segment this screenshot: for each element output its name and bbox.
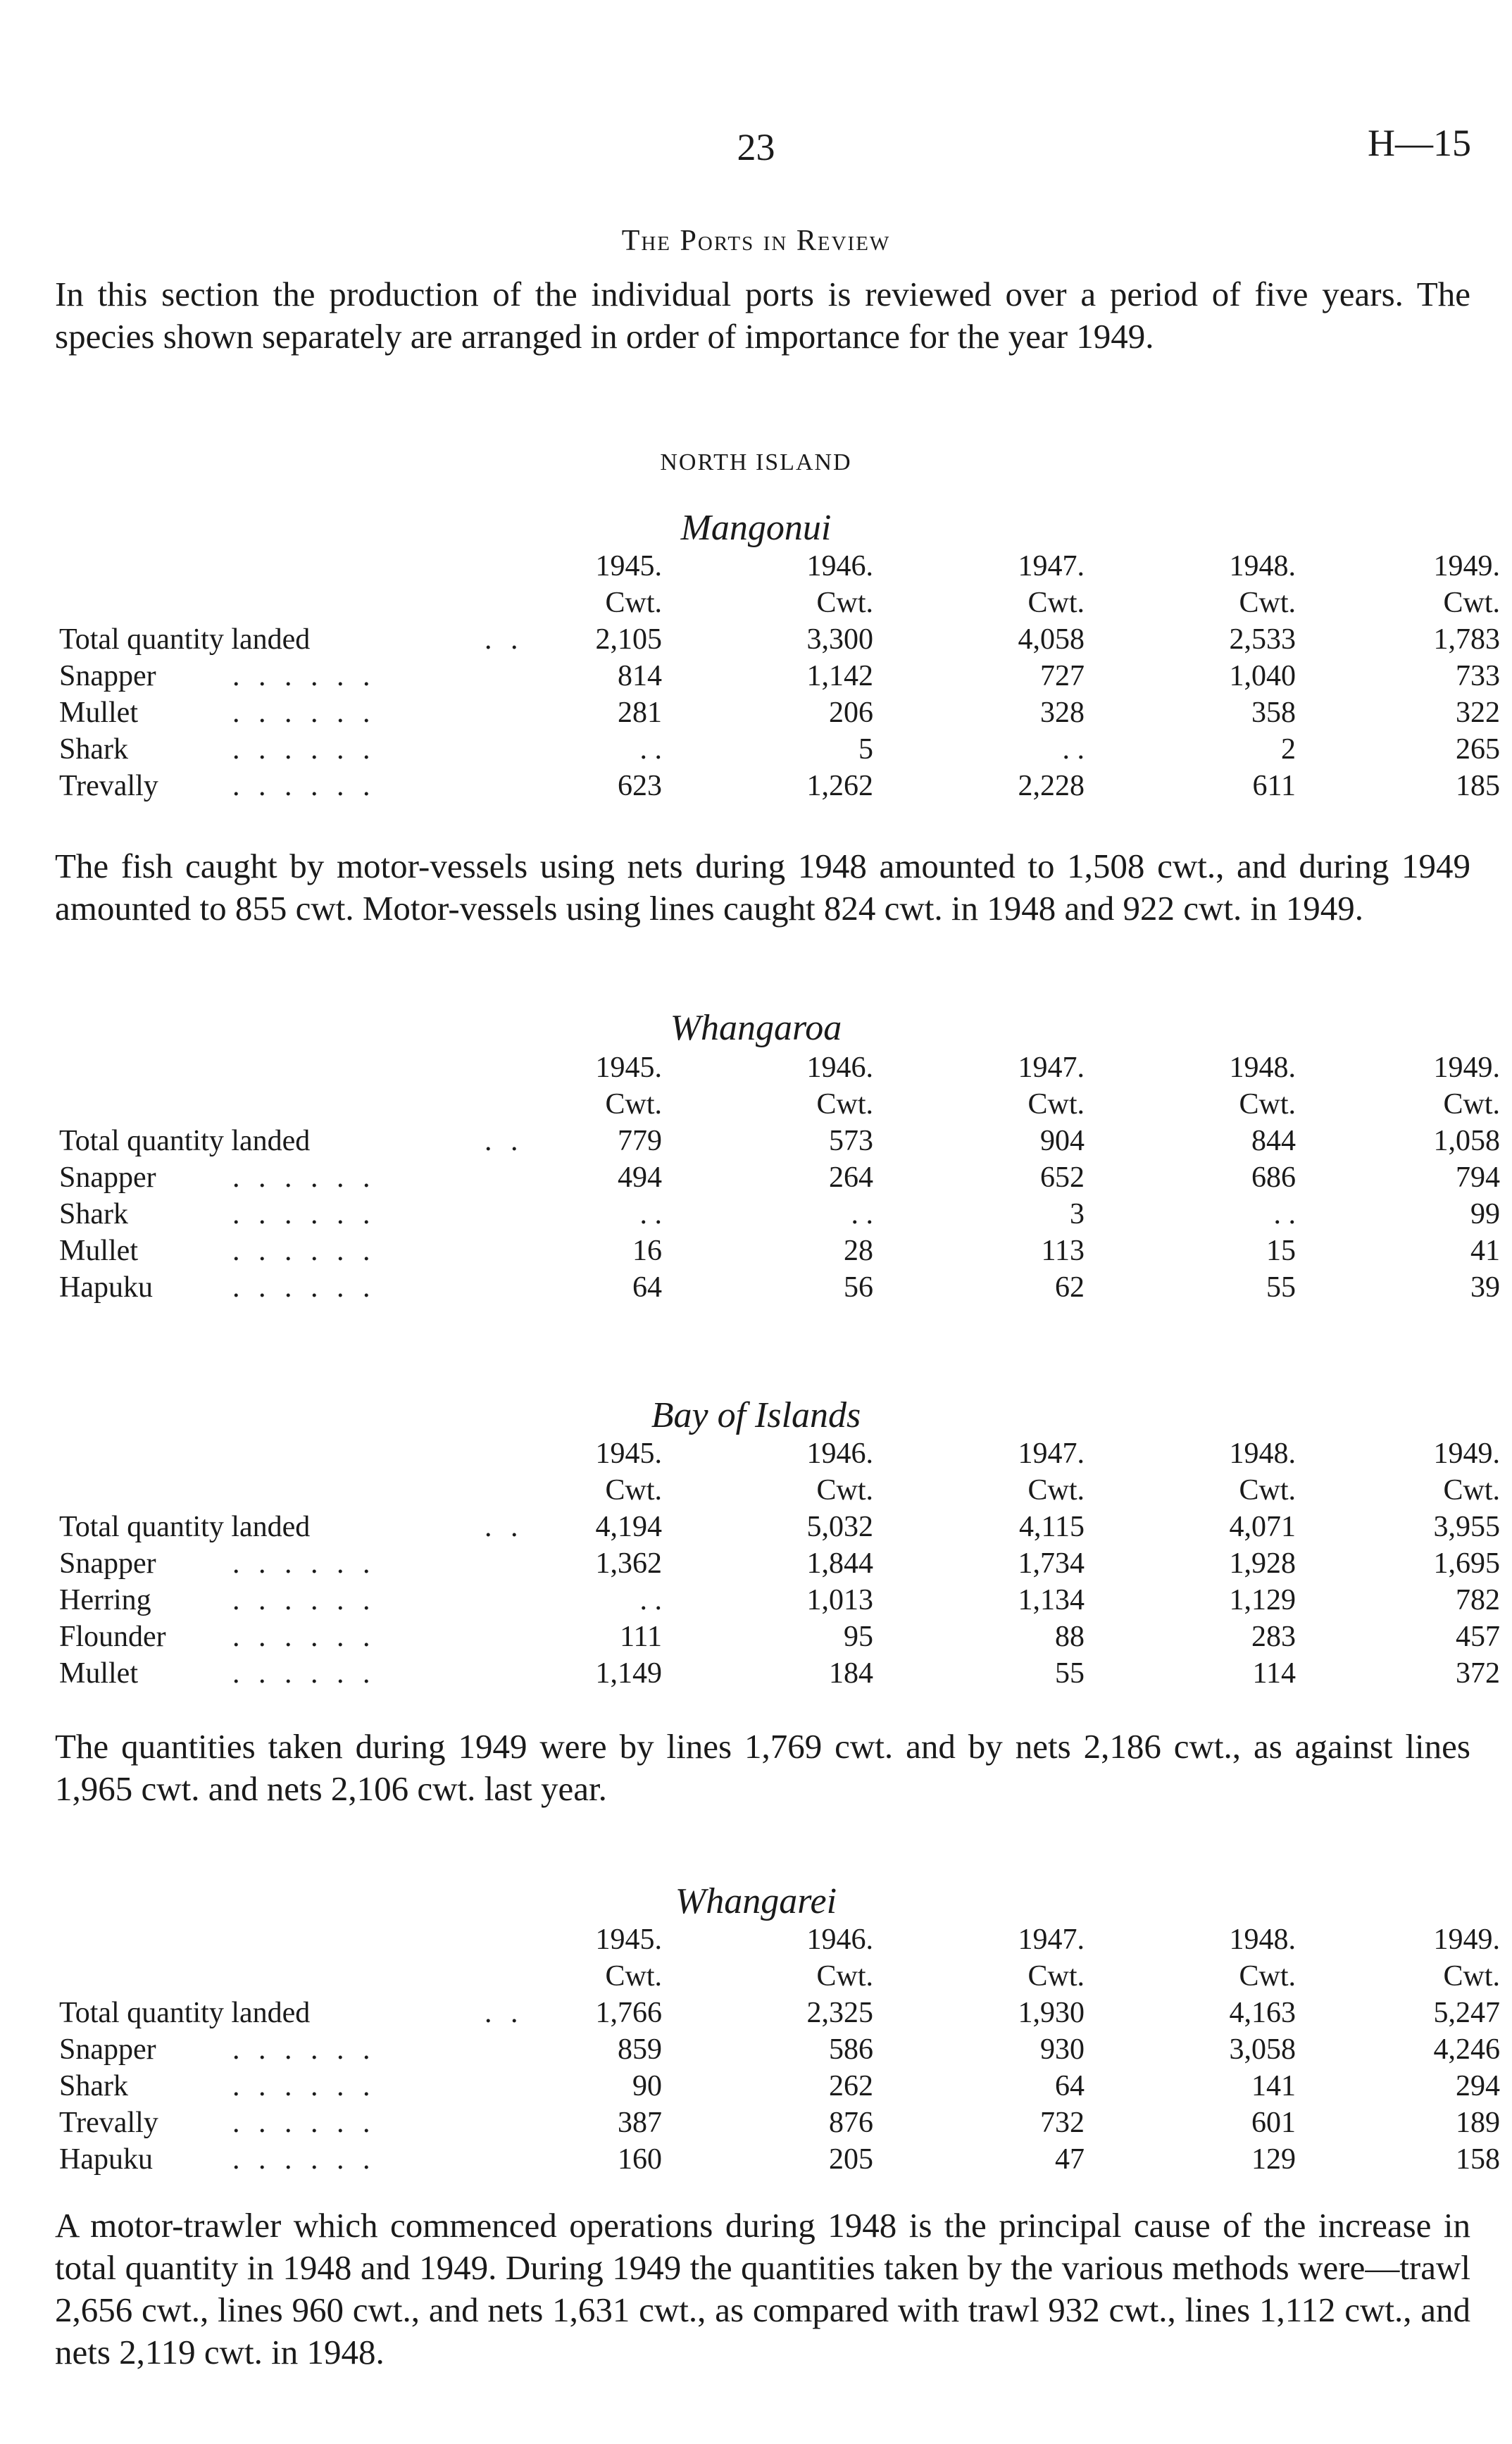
dot-leader: . . . . . . (232, 697, 376, 729)
table-cell: 328 (1040, 697, 1085, 729)
row-label: Snapper (59, 1161, 156, 1194)
year-header: 1946. (806, 1924, 873, 1956)
year-header: 1947. (1018, 1924, 1085, 1956)
row-label: Snapper (59, 2033, 156, 2066)
dot-leader: . . . . . . (232, 1547, 376, 1580)
unit-header: Cwt. (605, 1474, 662, 1507)
table-cell: 283 (1251, 1621, 1296, 1653)
year-header: 1949. (1433, 1924, 1500, 1956)
table-row (0, 2106, 1512, 2143)
row-label: Hapuku (59, 2143, 153, 2176)
port-title: Mangonui (680, 508, 832, 548)
table-row (0, 732, 1512, 769)
unit-header: Cwt. (816, 1088, 873, 1121)
table-row (0, 1657, 1512, 1693)
table-cell: 3,300 (806, 623, 873, 656)
unit-header: Cwt. (1239, 587, 1296, 619)
unit-header: Cwt. (1443, 1960, 1500, 1993)
table-cell: 99 (1470, 1198, 1500, 1230)
dot-leader: . . . . . . (232, 1584, 376, 1616)
table-cell: 1,783 (1433, 623, 1500, 656)
table-cell: 185 (1456, 770, 1500, 802)
table-row (0, 1583, 1512, 1620)
dot-leader: . . . . . . (232, 2107, 376, 2139)
dot-leader: . . . . . . (232, 1657, 376, 1690)
table-cell: 113 (1041, 1235, 1085, 1267)
port-title: Whangaroa (670, 1008, 842, 1048)
year-header: 1948. (1229, 550, 1296, 582)
port-note: The fish caught by motor-vessels using nets during 1948 amounted to 1,508 cwt., and during 1949 amounted to 855 cwt. Motor-vessels using lines caught 824 cwt. in 1948 and 922 cwt. in 1949. (55, 847, 1470, 928)
unit-header: Cwt. (605, 587, 662, 619)
table-cell: 184 (829, 1657, 873, 1690)
table-cell: 4,058 (1018, 623, 1085, 656)
unit-header: Cwt. (816, 1474, 873, 1507)
unit-header: Cwt. (1443, 1474, 1500, 1507)
dot-leader: . . . . . . (232, 660, 376, 692)
table-row (0, 1620, 1512, 1657)
table-cell: . . (639, 1198, 662, 1230)
table-cell: 2,325 (806, 1997, 873, 2029)
table-row (0, 2033, 1512, 2069)
table-cell: 265 (1456, 733, 1500, 766)
table-cell: 281 (618, 697, 662, 729)
dot-leader: . . . . . . (232, 2070, 376, 2102)
table-cell: 41 (1470, 1235, 1500, 1267)
table-cell: 189 (1456, 2107, 1500, 2139)
table-row (0, 1234, 1512, 1271)
table-row (0, 696, 1512, 732)
dot-leader: . . . . . . (232, 1235, 376, 1267)
table-row (0, 1197, 1512, 1234)
table-cell: 1,262 (806, 770, 873, 802)
year-header: 1946. (806, 550, 873, 582)
table-cell: 205 (829, 2143, 873, 2176)
table-cell: 1,134 (1018, 1584, 1085, 1616)
table-cell: 1,928 (1229, 1547, 1296, 1580)
table-cell: 2,228 (1018, 770, 1085, 802)
port-title: Whangarei (675, 1881, 837, 1921)
unit-header: Cwt. (605, 1960, 662, 1993)
table-row (0, 1996, 1512, 2033)
table-cell: 1,149 (595, 1657, 662, 1690)
table-cell: 16 (632, 1235, 662, 1267)
table-cell: 64 (632, 1271, 662, 1304)
table-cell: 930 (1040, 2033, 1085, 2066)
row-label: Total quantity landed (59, 1125, 311, 1157)
dot-leader: . . . . . . (232, 2033, 376, 2066)
table-cell: 844 (1251, 1125, 1296, 1157)
unit-header: Cwt. (1239, 1960, 1296, 1993)
unit-header: Cwt. (1443, 587, 1500, 619)
island-heading: NORTH ISLAND (660, 449, 852, 475)
unit-header: Cwt. (1239, 1088, 1296, 1121)
table-row (0, 1271, 1512, 1307)
table-cell: 1,142 (806, 660, 873, 692)
unit-header: Cwt. (1027, 1474, 1085, 1507)
port-note: The quantities taken during 1949 were by lines 1,769 cwt. and by nets 2,186 cwt., as against lines 1,965 cwt. and nets 2,106 cwt. last year. (55, 1727, 1470, 1808)
table-cell: . . (851, 1198, 873, 1230)
row-label: Flounder (59, 1621, 166, 1653)
unit-header: Cwt. (1443, 1088, 1500, 1121)
table-cell: . . (1273, 1198, 1296, 1230)
table-row (0, 1510, 1512, 1547)
table-cell: 56 (844, 1271, 873, 1304)
table-cell: 387 (618, 2107, 662, 2139)
row-label: Trevally (59, 770, 158, 802)
table-cell: 4,071 (1229, 1511, 1296, 1543)
table-cell: 782 (1456, 1584, 1500, 1616)
year-header: 1945. (595, 1438, 662, 1470)
table-row (0, 1161, 1512, 1197)
row-label: Snapper (59, 1547, 156, 1580)
table-cell: 779 (618, 1125, 662, 1157)
table-cell: 573 (829, 1125, 873, 1157)
table-cell: 2,105 (595, 623, 662, 656)
table-cell: 2 (1281, 733, 1296, 766)
table-row (0, 659, 1512, 696)
table-row (0, 2143, 1512, 2179)
year-header-row (0, 1437, 1512, 1473)
year-header: 1948. (1229, 1438, 1296, 1470)
unit-header: Cwt. (1239, 1474, 1296, 1507)
table-cell: 114 (1252, 1657, 1296, 1690)
row-label: Total quantity landed (59, 1511, 311, 1543)
year-header: 1946. (806, 1052, 873, 1084)
unit-header: Cwt. (1027, 1960, 1085, 1993)
row-label: Total quantity landed (59, 623, 311, 656)
dot-leader: . . . . . . (232, 2143, 376, 2176)
table-cell: 611 (1252, 770, 1296, 802)
row-label: Snapper (59, 660, 156, 692)
table-cell: 876 (829, 2107, 873, 2139)
year-header: 1949. (1433, 1052, 1500, 1084)
row-label: Mullet (59, 1235, 138, 1267)
table-row (0, 2069, 1512, 2106)
dot-leader: . . (485, 623, 524, 656)
table-cell: 2,533 (1229, 623, 1296, 656)
table-cell: 15 (1266, 1235, 1296, 1267)
table-cell: 1,362 (595, 1547, 662, 1580)
table-cell: 62 (1055, 1271, 1085, 1304)
row-label: Mullet (59, 697, 138, 729)
table-cell: 904 (1040, 1125, 1085, 1157)
table-cell: 264 (829, 1161, 873, 1194)
unit-header: Cwt. (1027, 1088, 1085, 1121)
table-cell: 5,247 (1433, 1997, 1500, 2029)
table-cell: 5 (858, 733, 873, 766)
table-row (0, 1547, 1512, 1583)
table-cell: 794 (1456, 1161, 1500, 1194)
table-cell: 55 (1266, 1271, 1296, 1304)
table-cell: . . (639, 1584, 662, 1616)
table-cell: 457 (1456, 1621, 1500, 1653)
table-cell: 158 (1456, 2143, 1500, 2176)
table-cell: 358 (1251, 697, 1296, 729)
dot-leader: . . (485, 1125, 524, 1157)
year-header-row (0, 1923, 1512, 1959)
dot-leader: . . (485, 1511, 524, 1543)
dot-leader: . . . . . . (232, 1271, 376, 1304)
unit-header-row (0, 586, 1512, 623)
table-cell: 95 (844, 1621, 873, 1653)
table-cell: . . (639, 733, 662, 766)
table-cell: 1,058 (1433, 1125, 1500, 1157)
table-cell: 733 (1456, 660, 1500, 692)
table-cell: 3,058 (1229, 2033, 1296, 2066)
unit-header-row (0, 1959, 1512, 1996)
year-header: 1947. (1018, 550, 1085, 582)
table-cell: 3,955 (1433, 1511, 1500, 1543)
row-label: Total quantity landed (59, 1997, 311, 2029)
unit-header: Cwt. (1027, 587, 1085, 619)
unit-header: Cwt. (816, 587, 873, 619)
row-label: Shark (59, 1198, 128, 1230)
table-cell: 55 (1055, 1657, 1085, 1690)
table-cell: 494 (618, 1161, 662, 1194)
table-cell: 1,040 (1229, 660, 1296, 692)
year-header: 1945. (595, 1052, 662, 1084)
dot-leader: . . . . . . (232, 1621, 376, 1653)
table-cell: 141 (1251, 2070, 1296, 2102)
year-header: 1948. (1229, 1052, 1296, 1084)
table-cell: 90 (632, 2070, 662, 2102)
table-cell: 28 (844, 1235, 873, 1267)
table-cell: 601 (1251, 2107, 1296, 2139)
year-header: 1947. (1018, 1052, 1085, 1084)
dot-leader: . . (485, 1997, 524, 2029)
year-header: 1947. (1018, 1438, 1085, 1470)
section-heading: The Ports in Review (621, 225, 891, 257)
table-cell: 322 (1456, 697, 1500, 729)
row-label: Herring (59, 1584, 151, 1616)
dot-leader: . . . . . . (232, 1198, 376, 1230)
year-header: 1945. (595, 550, 662, 582)
unit-header: Cwt. (816, 1960, 873, 1993)
year-header: 1945. (595, 1924, 662, 1956)
port-title: Bay of Islands (651, 1395, 861, 1435)
table-cell: 64 (1055, 2070, 1085, 2102)
table-cell: 4,246 (1433, 2033, 1500, 2066)
table-row (0, 1124, 1512, 1161)
table-cell: 814 (618, 660, 662, 692)
table-cell: 129 (1251, 2143, 1296, 2176)
table-cell: 1,844 (806, 1547, 873, 1580)
dot-leader: . . . . . . (232, 1161, 376, 1194)
table-cell: 4,194 (595, 1511, 662, 1543)
year-header-row (0, 549, 1512, 586)
table-cell: . . (1062, 733, 1085, 766)
row-label: Trevally (59, 2107, 158, 2139)
table-cell: 206 (829, 697, 873, 729)
table-cell: 5,032 (806, 1511, 873, 1543)
table-cell: 3 (1070, 1198, 1085, 1230)
table-cell: 1,734 (1018, 1547, 1085, 1580)
table-cell: 4,115 (1019, 1511, 1085, 1543)
table-cell: 111 (620, 1621, 662, 1653)
table-row (0, 769, 1512, 806)
document-reference: H—15 (1368, 122, 1471, 164)
table-cell: 294 (1456, 2070, 1500, 2102)
unit-header-row (0, 1087, 1512, 1124)
table-cell: 1,013 (806, 1584, 873, 1616)
table-row (0, 623, 1512, 659)
table-cell: 652 (1040, 1161, 1085, 1194)
row-label: Shark (59, 733, 128, 766)
table-cell: 372 (1456, 1657, 1500, 1690)
port-note: A motor-trawler which commenced operations during 1948 is the principal cause of the increase in total quantity in 1948 and 1949. During 1949 the quantities taken by the various methods were—trawl 2,656 cwt., lines 960 cwt., and nets 1,631 cwt., as compared with trawl 932 cwt., lines 1,112 cwt., and nets 2,119 cwt. in 1948. (55, 2206, 1470, 2371)
table-cell: 686 (1251, 1161, 1296, 1194)
table-cell: 1,766 (595, 1997, 662, 2029)
table-cell: 623 (618, 770, 662, 802)
year-header-row (0, 1051, 1512, 1087)
table-cell: 160 (618, 2143, 662, 2176)
table-cell: 1,129 (1229, 1584, 1296, 1616)
year-header: 1946. (806, 1438, 873, 1470)
row-label: Hapuku (59, 1271, 153, 1304)
year-header: 1949. (1433, 550, 1500, 582)
table-cell: 732 (1040, 2107, 1085, 2139)
table-cell: 4,163 (1229, 1997, 1296, 2029)
dot-leader: . . . . . . (232, 770, 376, 802)
table-cell: 47 (1055, 2143, 1085, 2176)
year-header: 1949. (1433, 1438, 1500, 1470)
table-cell: 1,695 (1433, 1547, 1500, 1580)
page-number: 23 (737, 126, 775, 168)
year-header: 1948. (1229, 1924, 1296, 1956)
dot-leader: . . . . . . (232, 733, 376, 766)
row-label: Mullet (59, 1657, 138, 1690)
table-cell: 859 (618, 2033, 662, 2066)
table-cell: 1,930 (1018, 1997, 1085, 2029)
table-cell: 39 (1470, 1271, 1500, 1304)
table-cell: 586 (829, 2033, 873, 2066)
table-cell: 727 (1040, 660, 1085, 692)
unit-header-row (0, 1473, 1512, 1510)
row-label: Shark (59, 2070, 128, 2102)
table-cell: 88 (1055, 1621, 1085, 1653)
table-cell: 262 (829, 2070, 873, 2102)
unit-header: Cwt. (605, 1088, 662, 1121)
intro-paragraph: In this section the production of the individual ports is reviewed over a period of five years. The species shown separately are arranged in order of importance for the year 1949. (55, 275, 1470, 356)
